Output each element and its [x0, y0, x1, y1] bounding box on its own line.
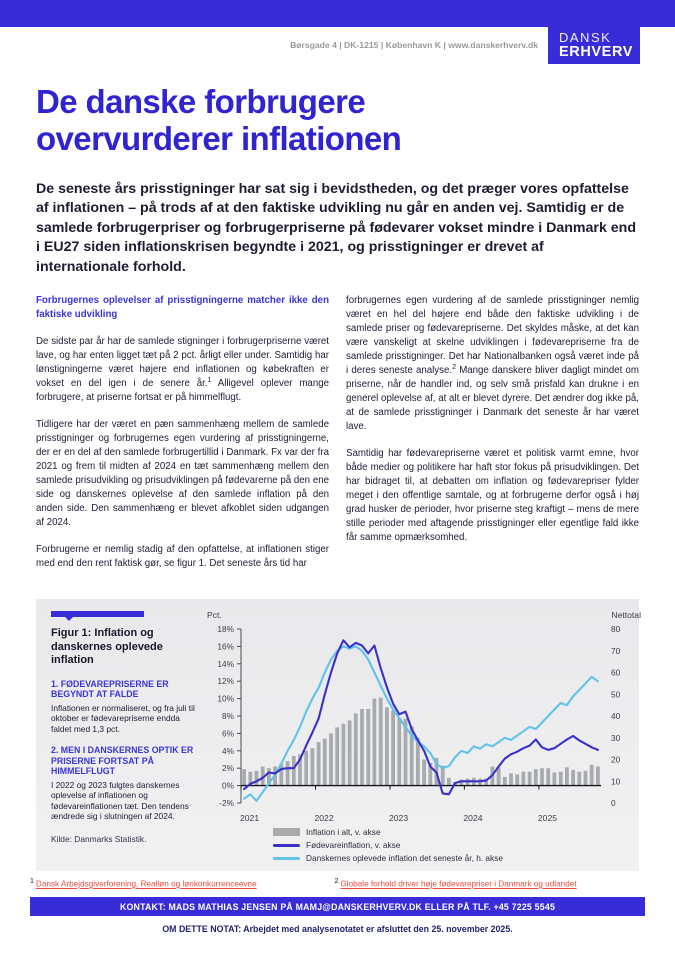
- footnote-marker-1: 1: [207, 376, 212, 384]
- figure-note-2-body: I 2022 og 2023 fulgtes danskernes oplevelse af inflationen og fødevareinflationen tæt. Den tendens ændrede sig i slutningen af 2024.: [51, 779, 189, 822]
- figure-chart: [201, 609, 643, 865]
- svg-text:-2%: -2%: [219, 798, 234, 809]
- svg-text:2024: 2024: [463, 813, 483, 824]
- intro-paragraph: De seneste års prisstigninger har sat sig i bevidstheden, og det præger vores opfattelse af inflationen – på trods af at den faktiske udvikling nu går en anden vej. Samtidig er de samlede forbrugerpriser og forbrugerpriserne på fødevarer vokset mindre i Danmark end i EU27 siden inflationskrisen begyndte i 2021, og prisstigninger er drevet af internationale forhold.: [36, 181, 636, 275]
- svg-text:20: 20: [611, 754, 621, 765]
- footnotes: [30, 878, 639, 889]
- legend-swatch-perceived-inflation: [273, 857, 300, 860]
- svg-text:16%: 16%: [217, 641, 234, 652]
- svg-text:40: 40: [611, 711, 621, 722]
- header: [0, 27, 675, 65]
- svg-text:2%: 2%: [222, 763, 234, 774]
- figure-note-2-heading: 2. MEN I DANSKERNES OPTIK ER PRISERNE FORTSAT PÅ HIMMELFLUGT: [51, 745, 194, 777]
- section-heading: Forbrugernes oplevelser af prisstigningerne matcher ikke den faktiske udvikling: [36, 295, 329, 321]
- figure-note-1-body: Inflationen er normaliseret, og fra juli til oktober er fødevarepriserne endda faldet med 1,3 pct.: [51, 702, 195, 734]
- svg-text:2025: 2025: [537, 813, 558, 824]
- page-title-line1: De danske forbrugere: [36, 83, 366, 120]
- figure-1: [36, 599, 639, 871]
- footnote-marker-2: 2: [452, 363, 456, 371]
- logo-text-erhverv: ERHVERV: [559, 44, 634, 61]
- page-title-line2: overvurderer inflationen: [36, 120, 402, 157]
- legend-swatch-food-inflation: [273, 844, 300, 847]
- svg-text:30: 30: [611, 732, 621, 743]
- svg-text:Pct.: Pct.: [207, 610, 222, 621]
- svg-text:2023: 2023: [389, 813, 409, 824]
- left-paragraph-1-cont: Alligevel oplever mange forbrugere, at priserne fortsat er på himmelflugt.: [36, 378, 329, 404]
- body-columns: [36, 294, 639, 584]
- svg-text:60: 60: [611, 667, 621, 678]
- svg-text:4%: 4%: [222, 745, 234, 756]
- footnote-2-link[interactable]: Globale forhold driver høje fødevarepriser i Danmark og udlandet: [340, 879, 577, 889]
- left-paragraph-1-text: De sidste par år har de samlede stigninger i forbrugerpriserne været lave, og har enten ligget tæt på 2 pct. årligt eller under. Samtidig har lønstigningerne været højere end inflationen og købekraften er vokset en del igen i de senere år.: [36, 336, 329, 390]
- page-title: [36, 83, 639, 157]
- figure-accent-bar: [51, 611, 144, 617]
- dansk-erhverv-logo: [548, 27, 640, 64]
- contact-bar: KONTAKT: MADS MATHIAS JENSEN PÅ MAMJ@DANSKERHVERV.DK ELLER PÅ TLF. +45 7225 5545: [30, 897, 645, 916]
- svg-text:18%: 18%: [217, 624, 234, 635]
- figure-chart-svg: [201, 609, 643, 825]
- right-paragraph-2: Samtidig har fødevarepriserne været et politisk varmt emne, hvor både medier og politikere har haft stor fokus på prisudviklingen. Det har bidraget til, at debatten om inflation og fødevarepriser fylder meget i den offentlige samtale, og at forbrugerne derfor også i høj grad husker de perioder, hvor priserne steg kraftigt – mens de mere stille perioder med aftagende prisstigninger eller egentlige fald ikke får samme opmærksomhed.: [346, 448, 639, 544]
- svg-text:50: 50: [611, 689, 621, 700]
- left-paragraph-1: [36, 335, 329, 405]
- footnote-1: [30, 878, 335, 889]
- svg-text:70: 70: [611, 645, 621, 656]
- figure-note-1-heading: 1. FØDEVAREPRISERNE ER BEGYNDT AT FALDE: [51, 678, 169, 700]
- left-paragraph-3: Forbrugerne er nemlig stadig af den opfattelse, at inflationen stiger med end den rent faktisk gør, se figur 1. Det seneste års tid har: [36, 544, 329, 570]
- left-paragraph-2: Tidligere har der været en pæn sammenhæng mellem de samlede prisstigninger og forbrugernes egen vurdering af prisstigningerne, der er en del af den samlede forbrugertillid i Danmark. Fx var der fra 2021 og frem til midten af 2024 en tæt sammenhæng mellem den samlede prisudvikling og prisudviklingen på fødevarerne på den ene side og danskernes oplevelse af den samlede inflation på den anden side. Den sammenhæng er blevet afkoblet siden udgangen af 2024.: [36, 419, 329, 529]
- legend-label-food-inflation: Fødevareinflation, v. akse: [306, 840, 401, 851]
- svg-text:10: 10: [611, 776, 621, 787]
- legend-swatch-inflation-total: [273, 828, 300, 836]
- about-note: OM DETTE NOTAT: Arbejdet med analysenotatet er afsluttet den 25. november 2025.: [162, 923, 513, 934]
- legend-label-inflation-total: Inflation i alt, v. akse: [306, 827, 381, 838]
- svg-text:8%: 8%: [222, 711, 234, 722]
- address-line: Børsgade 4 | DK-1215 | København K | www.danskerhverv.dk: [290, 40, 538, 50]
- svg-text:0: 0: [611, 798, 616, 809]
- content: [0, 83, 675, 584]
- legend-row-perceived-inflation: [273, 853, 643, 863]
- legend-label-perceived-inflation: Danskernes oplevede inflation det seneste år, h. akse: [306, 853, 503, 864]
- svg-text:6%: 6%: [222, 728, 234, 739]
- figure-title: Figur 1: Inflation og danskernes oplevede inflation: [51, 627, 163, 667]
- figure-source: Kilde: Danmarks Statistik.: [51, 833, 147, 844]
- legend-row-food-inflation: [273, 840, 643, 850]
- svg-text:Nettotal: Nettotal: [611, 610, 641, 621]
- column-right: [346, 294, 639, 584]
- svg-text:10%: 10%: [217, 693, 234, 704]
- figure-text-panel: [51, 609, 201, 865]
- svg-text:0%: 0%: [222, 780, 234, 791]
- footnote-2-marker: 2: [334, 878, 339, 886]
- column-left: [36, 294, 329, 584]
- svg-text:2021: 2021: [240, 813, 260, 824]
- footnote-2: [335, 878, 640, 889]
- chart-legend: [273, 827, 643, 863]
- svg-text:2022: 2022: [314, 813, 334, 824]
- legend-row-inflation-total: [273, 827, 643, 837]
- svg-text:80: 80: [611, 624, 621, 635]
- footnote-1-marker: 1: [30, 878, 34, 886]
- right-paragraph-1-cont: Mange danskere bliver dagligt mindet om priserne, når de handler ind, og selv små prisfald kan drukne i en generel oplevelse af, at alt er blevet dyrere. Det ændrer dog ikke på, at de samlede prisstigninger i Danmark det seneste år har været lave.: [346, 365, 639, 433]
- svg-text:12%: 12%: [217, 676, 234, 687]
- right-paragraph-1-text: forbrugernes egen vurdering af de samlede prisstigninger nemlig været en hel del højere end både den faktiske udvikling i de samlede priser og fødevarepriserne. Det skyldes måske, at det kan være vanskeligt at skelne udviklingen i fødevarepriserne fra de samlede prisstigninger. Det har Nationalbanken også været inde på i deres seneste analyse.: [346, 295, 639, 377]
- logo-text-dansk: DANSK: [559, 30, 612, 46]
- footnote-1-link[interactable]: Dansk Arbejdsgiverforening, Realløn og lønkonkurrenceevne: [35, 879, 257, 889]
- svg-text:14%: 14%: [217, 658, 234, 669]
- top-brand-bar: [0, 0, 675, 27]
- right-paragraph-1: [346, 294, 639, 434]
